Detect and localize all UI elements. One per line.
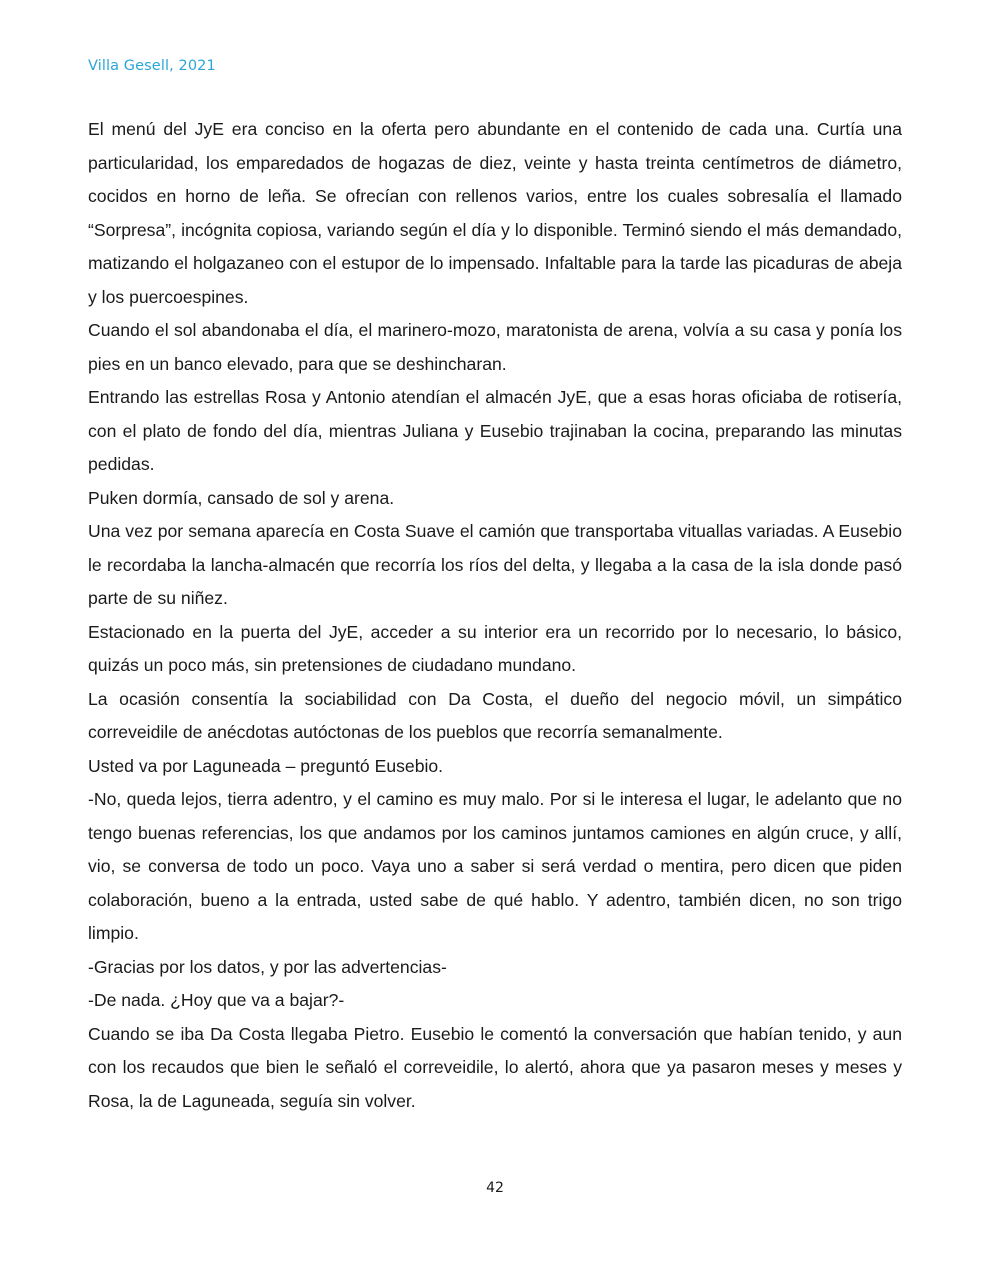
paragraph: Puken dormía, cansado de sol y arena.: [88, 487, 395, 508]
paragraph: Usted va por Laguneada – preguntó Eusebio.: [88, 755, 444, 776]
paragraph: Cuando el sol abandonaba el día, el marinero-mozo, maratonista de arena, volvía a su casa y ponía los pies en un banco elevado, para que se deshincharan.: [88, 320, 902, 374]
page-number: 42: [486, 1180, 504, 1196]
body-text: [88, 113, 902, 1118]
paragraph: -Gracias por los datos, y por las advertencias-: [88, 956, 447, 977]
running-header: Villa Gesell, 2021: [88, 58, 216, 74]
paragraph: Una vez por semana aparecía en Costa Suave el camión que transportaba vituallas variadas. A Eusebio le recordaba la lancha-almacén que recorría los ríos del delta, y llegaba a la casa de la isla donde pasó parte de su niñez.: [88, 521, 902, 608]
paragraph: -De nada. ¿Hoy que va a bajar?-: [88, 990, 345, 1010]
paragraph: La ocasión consentía la sociabilidad con Da Costa, el dueño del negocio móvil, un simpático correveidile de anécdotas autóctonas de los pueblos que recorría semanalmente.: [88, 688, 902, 742]
paragraph: Cuando se iba Da Costa llegaba Pietro. Eusebio le comentó la conversación que habían tenido, y aun con los recaudos que bien le señaló el correveidile, lo alertó, ahora que ya pasaron meses y meses y Rosa, la de Laguneada, seguía sin volver.: [88, 1023, 902, 1111]
paragraph: Estacionado en la puerta del JyE, acceder a su interior era un recorrido por lo necesario, lo básico, quizás un poco más, sin pretensiones de ciudadano mundano.: [88, 621, 902, 675]
paragraph: Entrando las estrellas Rosa y Antonio atendían el almacén JyE, que a esas horas oficiaba de rotisería, con el plato de fondo del día, mientras Juliana y Eusebio trajinaban la cocina, preparando las minutas pedidas.: [88, 387, 902, 474]
paragraph: -No, queda lejos, tierra adentro, y el camino es muy malo. Por si le interesa el lugar, le adelanto que no tengo buenas referencias, los que andamos por los caminos juntamos camiones en algún cruce, y allí, vio, se conversa de todo un poco. Vaya uno a saber si será verdad o mentira, pero dicen que piden colaboración, bueno a la entrada, usted sabe de qué hablo. Y adentro, también dicen, no son trigo limpio.: [88, 789, 902, 943]
paragraph: El menú del JyE era conciso en la oferta pero abundante en el contenido de cada una. Curtía una particularidad, los emparedados de hogazas de diez, veinte y hasta treinta centímetros de diámetro, cocidos en horno de leña. Se ofrecían con rellenos varios, entre los cuales sobresalía el llamado “Sorpresa”, incógnita copiosa, variando según el día y lo disponible. Terminó siendo el más demandado, matizando el holgazaneo con el estupor de lo impensado. Infaltable para la tarde las picaduras de abeja y los puercoespines.: [88, 119, 902, 307]
